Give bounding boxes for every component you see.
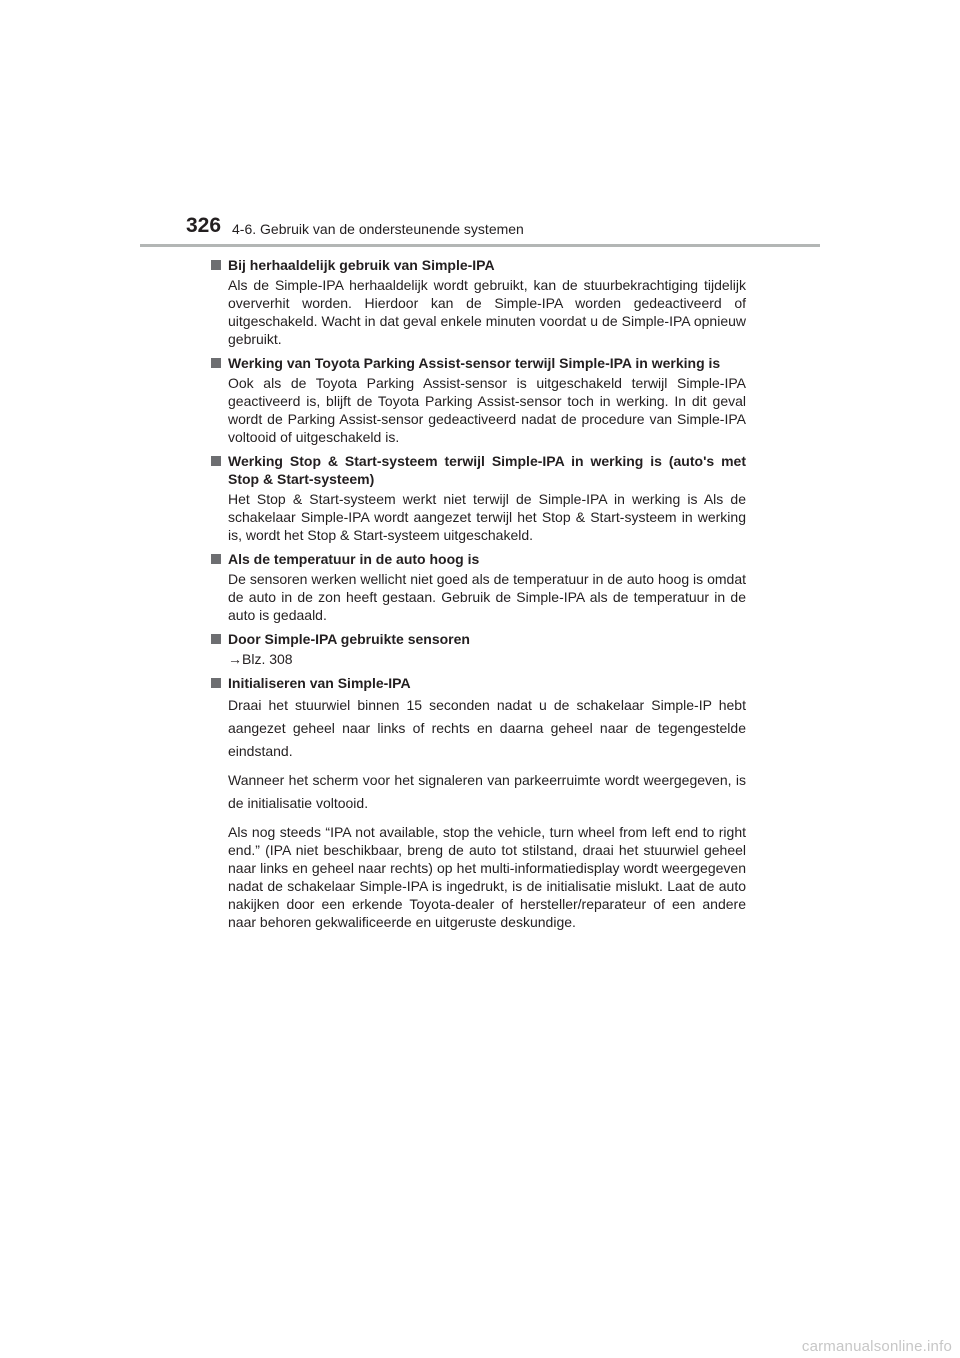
section-paragraph: Als de Simple-IPA herhaaldelijk wordt gebruikt, kan de stuurbekrachtiging tijdelijk oververhit worden. Hierdoor kan de Simple-IPA worden gedeactiveerd of uitgeschakeld. Wacht in dat geval enkele minuten voordat u de Simple-IPA opnieuw gebruikt. <box>228 277 746 347</box>
section-sensoren <box>210 630 746 668</box>
section-heading <box>210 354 746 372</box>
section-paragraph: Wanneer het scherm voor het signaleren van parkeerruimte wordt weergegeven, is de initialisatie voltooid. <box>228 772 746 811</box>
section-paragraph: Draai het stuurwiel binnen 15 seconden nadat u de schakelaar Simple-IP hebt aangezet geheel naar links of rechts en daarna geheel naar de tegengestelde eindstand. <box>228 697 746 759</box>
section-paragraph: Het Stop & Start-systeem werkt niet terwijl de Simple-IPA in werking is Als de schakelaar Simple-IPA wordt aangezet terwijl het Stop & Start-systeem in werking is, wordt het Stop & Start-systeem uitgeschakeld. <box>228 491 746 543</box>
section-paragraph: Als nog steeds “IPA not available, stop the vehicle, turn wheel from left end to right end.” (IPA niet beschikbaar, breng de auto tot stilstand, draai het stuurwiel geheel naar links en geheel naar rechts) op het multi-informatiedisplay wordt weergegeven nadat de schakelaar Simple-IPA is ingedrukt, is de initialisatie mislukt. Laat de auto nakijken door een erkende Toyota-dealer of hersteller/reparateur of een andere naar behoren gekwalificeerde en uitgeruste deskundige. <box>228 824 746 930</box>
section-heading <box>210 256 746 274</box>
section-heading-text: Als de temperatuur in de auto hoog is <box>228 551 480 567</box>
square-bullet-icon <box>211 634 221 644</box>
square-bullet-icon <box>211 554 221 564</box>
content <box>210 256 746 937</box>
chapter-title: 4-6. Gebruik van de ondersteunende systemen <box>232 221 524 237</box>
square-bullet-icon <box>211 678 221 688</box>
section-heading-text: Door Simple-IPA gebruikte sensoren <box>228 631 470 647</box>
square-bullet-icon <box>211 260 221 270</box>
header-rule <box>140 244 820 247</box>
section-heading <box>210 674 746 692</box>
square-bullet-icon <box>211 456 221 466</box>
section-stop-start <box>210 452 746 544</box>
section-herhaaldelijk-gebruik <box>210 256 746 348</box>
section-paragraph: Ook als de Toyota Parking Assist-sensor is uitgeschakeld terwijl Simple-IPA geactiveerd is, blijft de Toyota Parking Assist-sensor toch in werking. In dit geval wordt de Parking Assist-sensor gedeactiveerd nadat de procedure van Simple-IPA voltooid of uitgeschakeld is. <box>228 375 746 445</box>
page-number: 326 <box>186 214 222 237</box>
section-parking-assist-sensor <box>210 354 746 446</box>
section-heading-text: Initialiseren van Simple-IPA <box>228 675 411 691</box>
section-temperatuur <box>210 550 746 624</box>
section-heading-text: Werking van Toyota Parking Assist-sensor terwijl Simple-IPA in werking is <box>228 355 721 371</box>
section-paragraph: De sensoren werken wellicht niet goed als de temperatuur in de auto hoog is omdat de auto in de zon heeft gestaan. Gebruik de Simple-IPA als de temperatuur in de auto is gedaald. <box>228 571 746 623</box>
section-heading <box>210 550 746 568</box>
section-heading-text: Werking Stop & Start-systeem terwijl Simple-IPA in werking is (auto's met Stop & Start-systeem) <box>228 453 746 487</box>
section-heading <box>210 630 746 648</box>
section-heading <box>210 452 746 488</box>
section-initialiseren <box>210 674 746 931</box>
section-heading-text: Bij herhaaldelijk gebruik van Simple-IPA <box>228 257 495 273</box>
page-reference: →Blz. 308 <box>228 651 293 667</box>
watermark: carmanualsonline.info <box>801 1338 952 1355</box>
square-bullet-icon <box>211 358 221 368</box>
